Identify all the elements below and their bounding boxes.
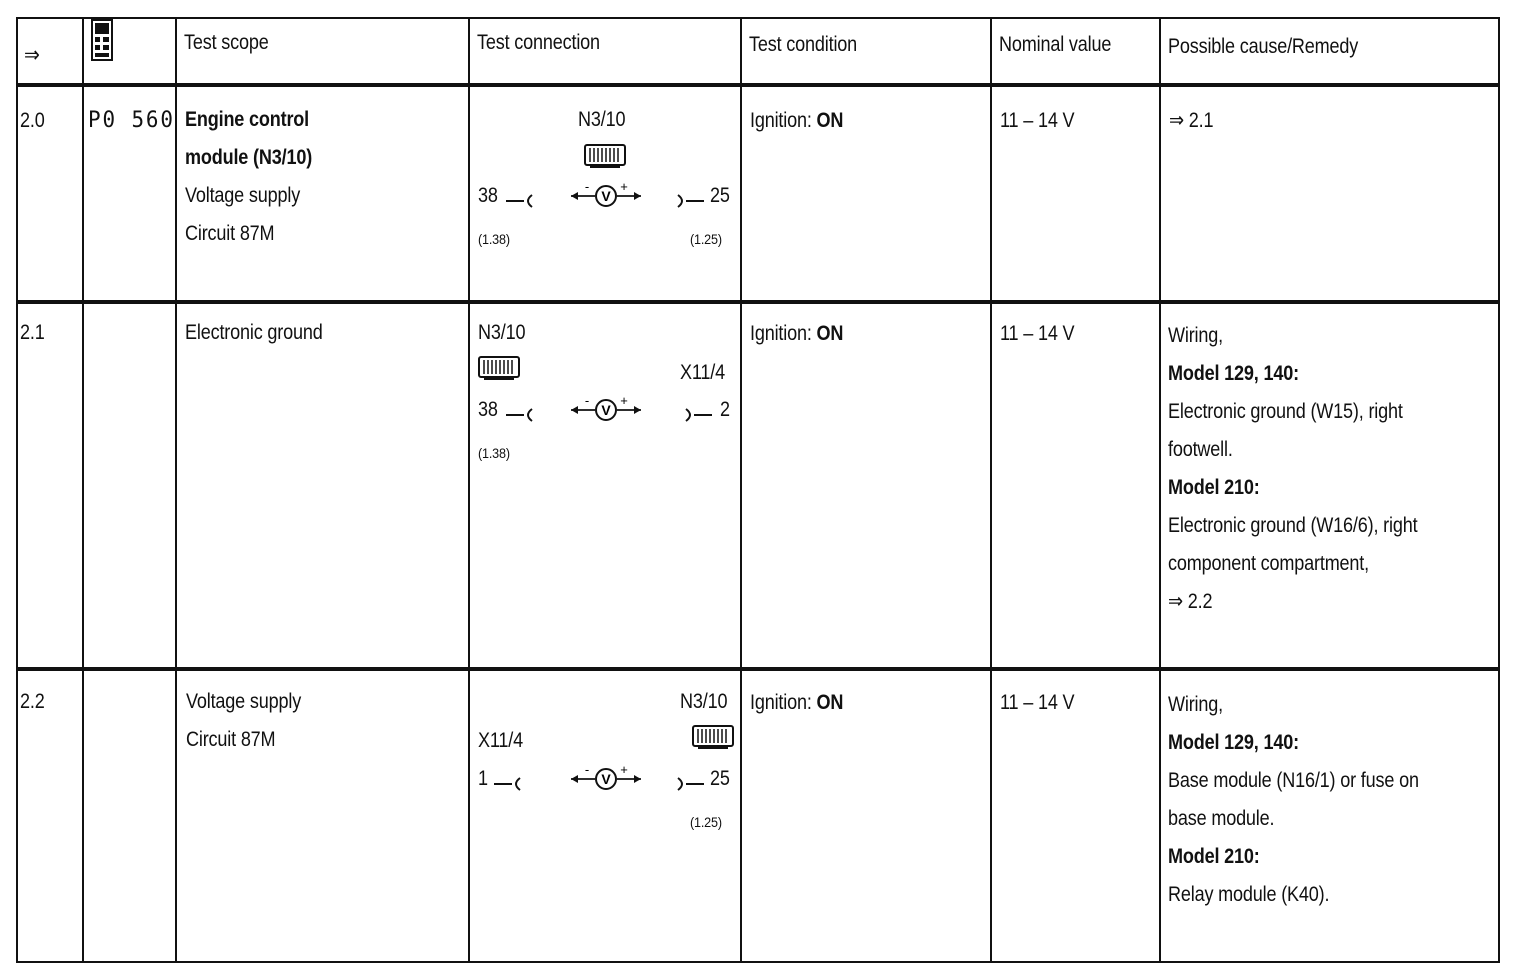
connector-icon (478, 356, 520, 380)
cause-line: Relay module (K40). (1168, 883, 1330, 906)
cause-line: component compartment, (1168, 552, 1369, 575)
right-socket-symbol (676, 777, 706, 791)
condition-value: ON (816, 691, 844, 714)
condition-value: ON (816, 109, 844, 132)
test-scope-line: Circuit 87M (186, 728, 276, 751)
voltmeter-icon (569, 763, 643, 793)
header-test-condition: Test condition (749, 33, 858, 56)
voltmeter-icon (569, 394, 643, 424)
right-socket-symbol (684, 408, 714, 422)
right-socket-symbol (676, 194, 706, 208)
left-pin: 38 (478, 398, 498, 421)
right-pin-ref: (1.25) (690, 231, 722, 247)
test-scope (186, 683, 320, 759)
plus-sign: + (620, 762, 628, 777)
row-divider-2 (16, 667, 1500, 671)
cause-model-heading: Model 129, 140: (1168, 731, 1299, 754)
left-pin: 38 (478, 184, 498, 207)
step-number: 2.2 (20, 690, 45, 713)
cause-remedy (1168, 686, 1460, 914)
plus-sign: + (620, 393, 628, 408)
left-pin-ref: (1.38) (478, 231, 510, 247)
table-bottom-border (16, 961, 1500, 963)
col-border-0 (16, 17, 18, 963)
header-arrow: ⇒ (24, 42, 40, 67)
nominal-value: 11 – 14 V (1000, 109, 1075, 132)
cause-line: Electronic ground (W16/6), right (1168, 514, 1418, 537)
test-scope-line: Voltage supply (186, 690, 302, 713)
test-scope-line: Circuit 87M (185, 222, 275, 245)
diagnostic-tester-icon (90, 19, 114, 63)
cause-model-heading: Model 210: (1168, 845, 1260, 868)
left-socket-symbol (504, 194, 534, 208)
header-possible-cause: Possible cause/Remedy (1168, 35, 1359, 58)
test-scope-line: Voltage supply (185, 184, 301, 207)
test-condition (750, 315, 843, 353)
col-border-7 (1498, 17, 1500, 963)
test-scope-line: Electronic ground (185, 321, 323, 344)
left-socket-symbol (504, 408, 534, 422)
voltmeter-letter: V (601, 402, 611, 418)
cause-line: ⇒ 2.2 (1168, 590, 1213, 613)
minus-sign: - (584, 393, 590, 408)
right-pin-ref: (1.25) (690, 814, 722, 830)
fault-code: P0 560 (88, 108, 175, 133)
nominal-value: 11 – 14 V (1000, 691, 1075, 714)
connector-label: N3/10 (680, 690, 728, 713)
right-pin: 25 (710, 767, 730, 790)
condition-label: Ignition: (750, 322, 817, 345)
cause-line: base module. (1168, 807, 1275, 830)
condition-label: Ignition: (750, 109, 817, 132)
voltmeter-icon (569, 180, 643, 210)
left-socket-symbol (492, 777, 522, 791)
left-pin: 1 (478, 767, 488, 790)
right-pin: 25 (710, 184, 730, 207)
connector-label: X11/4 (478, 729, 524, 752)
cause-line: footwell. (1168, 438, 1233, 461)
test-condition (750, 684, 843, 722)
cause-line: Wiring, (1168, 693, 1223, 716)
connector-label: X11/4 (680, 361, 726, 384)
step-number: 2.0 (20, 109, 45, 132)
nominal-value: 11 – 14 V (1000, 322, 1075, 345)
voltmeter-letter: V (601, 188, 611, 204)
col-border-3 (468, 17, 470, 963)
plus-sign: + (620, 179, 628, 194)
header-nominal-value: Nominal value (999, 33, 1112, 56)
col-border-1 (82, 17, 84, 963)
header-bottom-border (16, 83, 1500, 87)
col-border-5 (990, 17, 992, 963)
connector-label: N3/10 (578, 108, 626, 131)
test-condition (750, 102, 843, 140)
test-scope-title-line: module (N3/10) (185, 146, 313, 169)
header-test-connection: Test connection (477, 31, 600, 54)
col-border-2 (175, 17, 177, 963)
left-pin-ref: (1.38) (478, 445, 510, 461)
minus-sign: - (584, 762, 590, 777)
minus-sign: - (584, 179, 590, 194)
connector-icon (584, 144, 626, 168)
cause-line: Wiring, (1168, 324, 1223, 347)
connector-label: N3/10 (478, 321, 526, 344)
step-number: 2.1 (20, 321, 45, 344)
col-border-6 (1159, 17, 1161, 963)
right-pin: 2 (720, 398, 730, 421)
col-border-4 (740, 17, 742, 963)
voltmeter-letter: V (601, 771, 611, 787)
cause-model-heading: Model 129, 140: (1168, 362, 1299, 385)
cause-model-heading: Model 210: (1168, 476, 1260, 499)
test-scope (185, 101, 333, 253)
cause-line: Base module (N16/1) or fuse on (1168, 769, 1419, 792)
condition-label: Ignition: (750, 691, 817, 714)
header-test-scope: Test scope (184, 31, 269, 54)
condition-value: ON (816, 322, 844, 345)
connector-icon (692, 725, 734, 749)
test-scope-title-line: Engine control (185, 108, 310, 131)
cause-remedy: ⇒ 2.1 (1169, 109, 1214, 132)
row-divider-1 (16, 300, 1500, 304)
table-top-border (16, 17, 1500, 19)
cause-line: Electronic ground (W15), right (1168, 400, 1403, 423)
cause-remedy (1168, 317, 1458, 621)
